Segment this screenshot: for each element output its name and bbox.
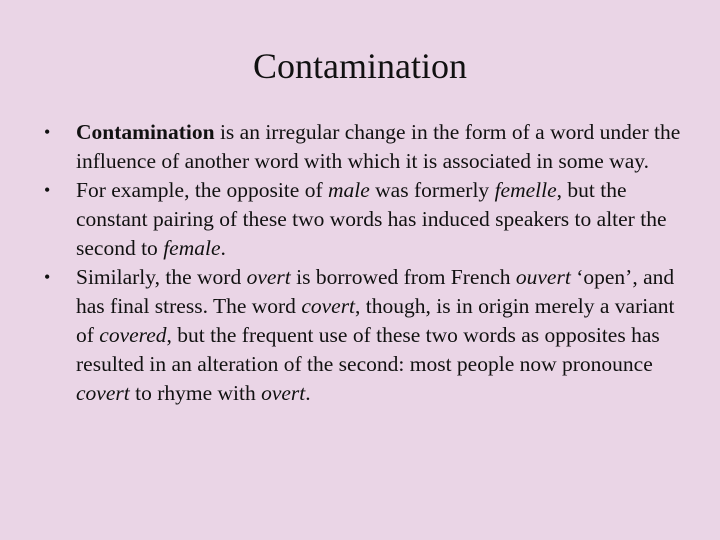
bullet-text-run: , but the frequent use of these two words as opposites has resulted in an alteration of the second: most people now pronounce xyxy=(76,323,660,376)
bullet-text-run: overt xyxy=(246,265,291,289)
bullet-item xyxy=(0,118,720,176)
bullet-marker: • xyxy=(44,122,51,142)
bullet-text-run: covered xyxy=(99,323,167,347)
bullet-text-run: overt xyxy=(261,381,306,405)
slide-title: Contamination xyxy=(253,46,467,86)
bullet-text-run: covert xyxy=(301,294,356,318)
bullet-text-run: ouvert xyxy=(515,265,571,289)
bullet-text-run: is an irregular change in the form of a word under the influence of another word with which it is associated in some way. xyxy=(76,120,681,173)
bullet-text-run: Similarly, the word xyxy=(76,265,247,289)
bullet-list xyxy=(0,118,720,408)
bullet-text-run: male xyxy=(327,178,370,202)
bullet-marker: • xyxy=(44,180,51,200)
bullet-item xyxy=(0,176,720,263)
bullet-item xyxy=(0,263,720,408)
bullet-text-run: to rhyme with xyxy=(129,381,262,405)
bullet-text-run: . xyxy=(305,381,311,405)
bullet-text-run: Contamination xyxy=(76,120,215,144)
bullet-text-run: , though, is in origin merely a variant of xyxy=(76,294,675,347)
bullet-text-run: ‘open’, and has final stress. The word xyxy=(76,265,675,318)
bullet-text-run: femelle xyxy=(494,178,557,202)
bullet-text-run: , but the constant pairing of these two words has induced speakers to alter the second to xyxy=(76,178,667,260)
bullet-text-run: female xyxy=(163,236,221,260)
bullet-text-run: covert xyxy=(76,381,130,405)
bullet-text-run: . xyxy=(220,236,226,260)
bullet-text-run: was formerly xyxy=(369,178,495,202)
bullet-text-run: is borrowed from French xyxy=(290,265,516,289)
bullet-marker: • xyxy=(44,267,51,287)
bullet-text-run: For example, the opposite of xyxy=(76,178,328,202)
